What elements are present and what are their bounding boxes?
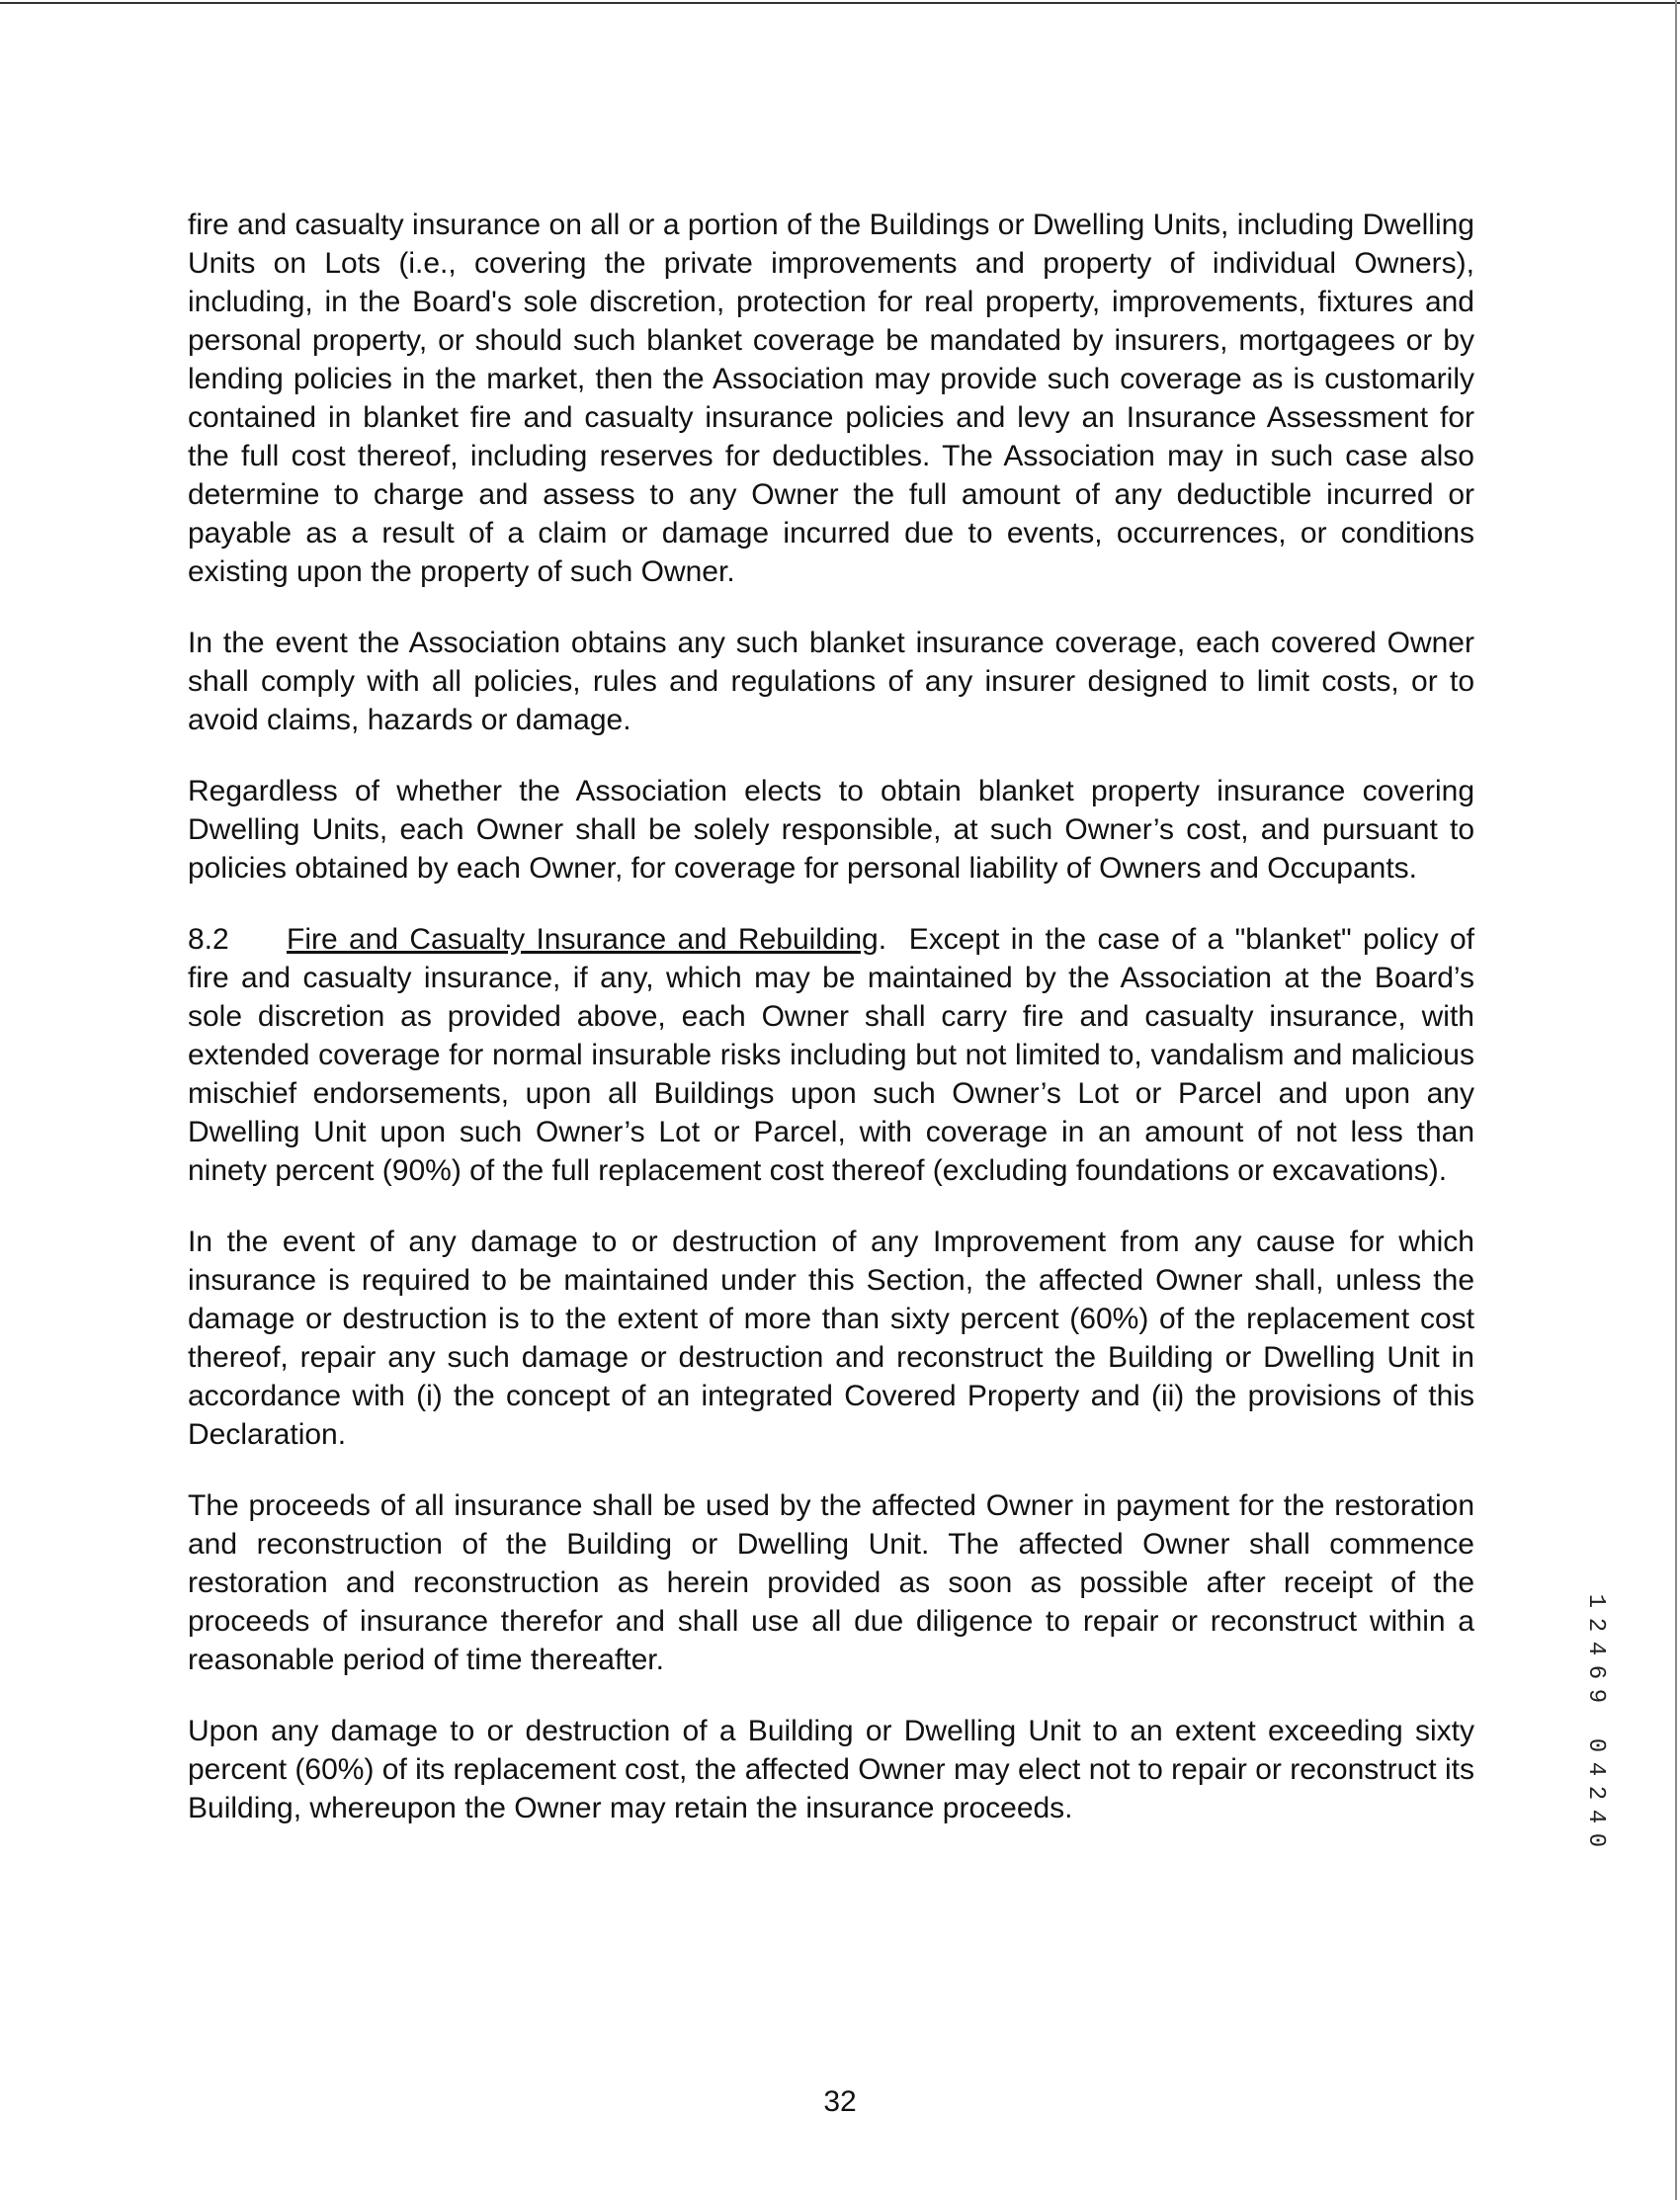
paragraph-6: The proceeds of all insurance shall be used by the affected Owner in payment for the restoration and reconstruction of the Building or Dwelling Unit. The affected Owner shall commence restoration and reconstruction as herein provided as soon as possible after receipt of the proceeds of insurance therefor and shall use all due diligence to repair or reconstruct within a reasonable period of time thereafter. — [188, 1489, 1474, 1676]
document-body — [188, 206, 1474, 1860]
top-border-line — [0, 2, 1680, 4]
stamp-digit: 0 — [1582, 1737, 1609, 1753]
section-text: Except in the case of a "blanket" policy of fire and casualty insurance, if any, which may be maintained by the Association at the Board’s sole discretion as provided above, each Owner shall carry fire and casualty insurance, with extended coverage for normal insurable risks including but not limited to, vandalism and malicious mischief endorsements, upon all Buildings upon such Owner’s Lot or Parcel and upon any Dwelling Unit upon such Owner’s Lot or Parcel, with coverage in an amount of not less than ninety percent (90%) of the full replacement cost thereof (excluding foundations or excavations). — [188, 923, 1475, 1187]
stamp-digit: 4 — [1582, 1641, 1609, 1656]
paragraph-2: In the event the Association obtains any such blanket insurance coverage, each covered Owner shall comply with all policies, rules and regulations of any insurer designed to limit costs, or to avoid claims, hazards or damage. — [188, 627, 1474, 736]
page-number: 32 — [823, 2085, 857, 2118]
stamp-group-1 — [1579, 1589, 1611, 1708]
stamp-digit: 9 — [1582, 1688, 1609, 1704]
paragraph-5: In the event of any damage to or destruction of any Improvement from any cause for which insurance is required to be maintained under this Section, the affected Owner shall, unless the damage or destruction is to the extent of more than sixty percent (60%) of the replacement cost thereof, repair any such damage or destruction and reconstruct the Building or Dwelling Unit in accordance with (i) the concept of an integrated Covered Property and (ii) the provisions of this Declaration. — [188, 1226, 1474, 1451]
section-title-punct: . — [878, 923, 887, 956]
stamp-digit: 6 — [1582, 1664, 1609, 1680]
right-border-line — [1675, 0, 1677, 2200]
stamp-digit: 4 — [1582, 1761, 1609, 1777]
margin-recording-stamp — [1579, 1589, 1611, 1852]
paragraph-1: fire and casualty insurance on all or a portion of the Buildings or Dwelling Units, including Dwelling Units on Lots (i.e., covering the private improvements and property of individual Owners), including, in the Board's sole discretion, protection for real property, improvements, fixtures and personal property, or should such blanket coverage be mandated by insurers, mortgagees or by lending policies in the market, then the Association may provide such coverage as is customarily contained in blanket fire and casualty insurance policies and levy an Insurance Assessment for the full cost thereof, including reserves for deductibles. The Association may in such case also determine to charge and assess to any Owner the full amount of any deductible incurred or payable as a result of a claim or damage incurred due to events, occurrences, or conditions existing upon the property of such Owner. — [188, 209, 1474, 588]
paragraph-7: Upon any damage to or destruction of a Building or Dwelling Unit to an extent exceeding sixty percent (60%) of its replacement cost, the affected Owner may elect not to repair or reconstruct its Building, whereupon the Owner may retain the insurance proceeds. — [188, 1715, 1474, 1824]
stamp-digit: 1 — [1582, 1593, 1609, 1609]
section-title: Fire and Casualty Insurance and Rebuilding — [287, 923, 879, 956]
stamp-digit: 4 — [1582, 1809, 1609, 1824]
stamp-digit: 0 — [1582, 1832, 1609, 1848]
paragraph-3: Regardless of whether the Association elects to obtain blanket property insurance covering Dwelling Units, each Owner shall be solely responsible, at such Owner’s cost, and pursuant to policies obtained by each Owner, for coverage for personal liability of Owners and Occupants. — [188, 775, 1474, 885]
stamp-group-2 — [1579, 1734, 1611, 1852]
section-8-2-paragraph — [188, 920, 1474, 1190]
stamp-digit: 2 — [1582, 1785, 1609, 1801]
section-number: 8.2 — [188, 923, 229, 956]
stamp-digit: 2 — [1582, 1617, 1609, 1633]
